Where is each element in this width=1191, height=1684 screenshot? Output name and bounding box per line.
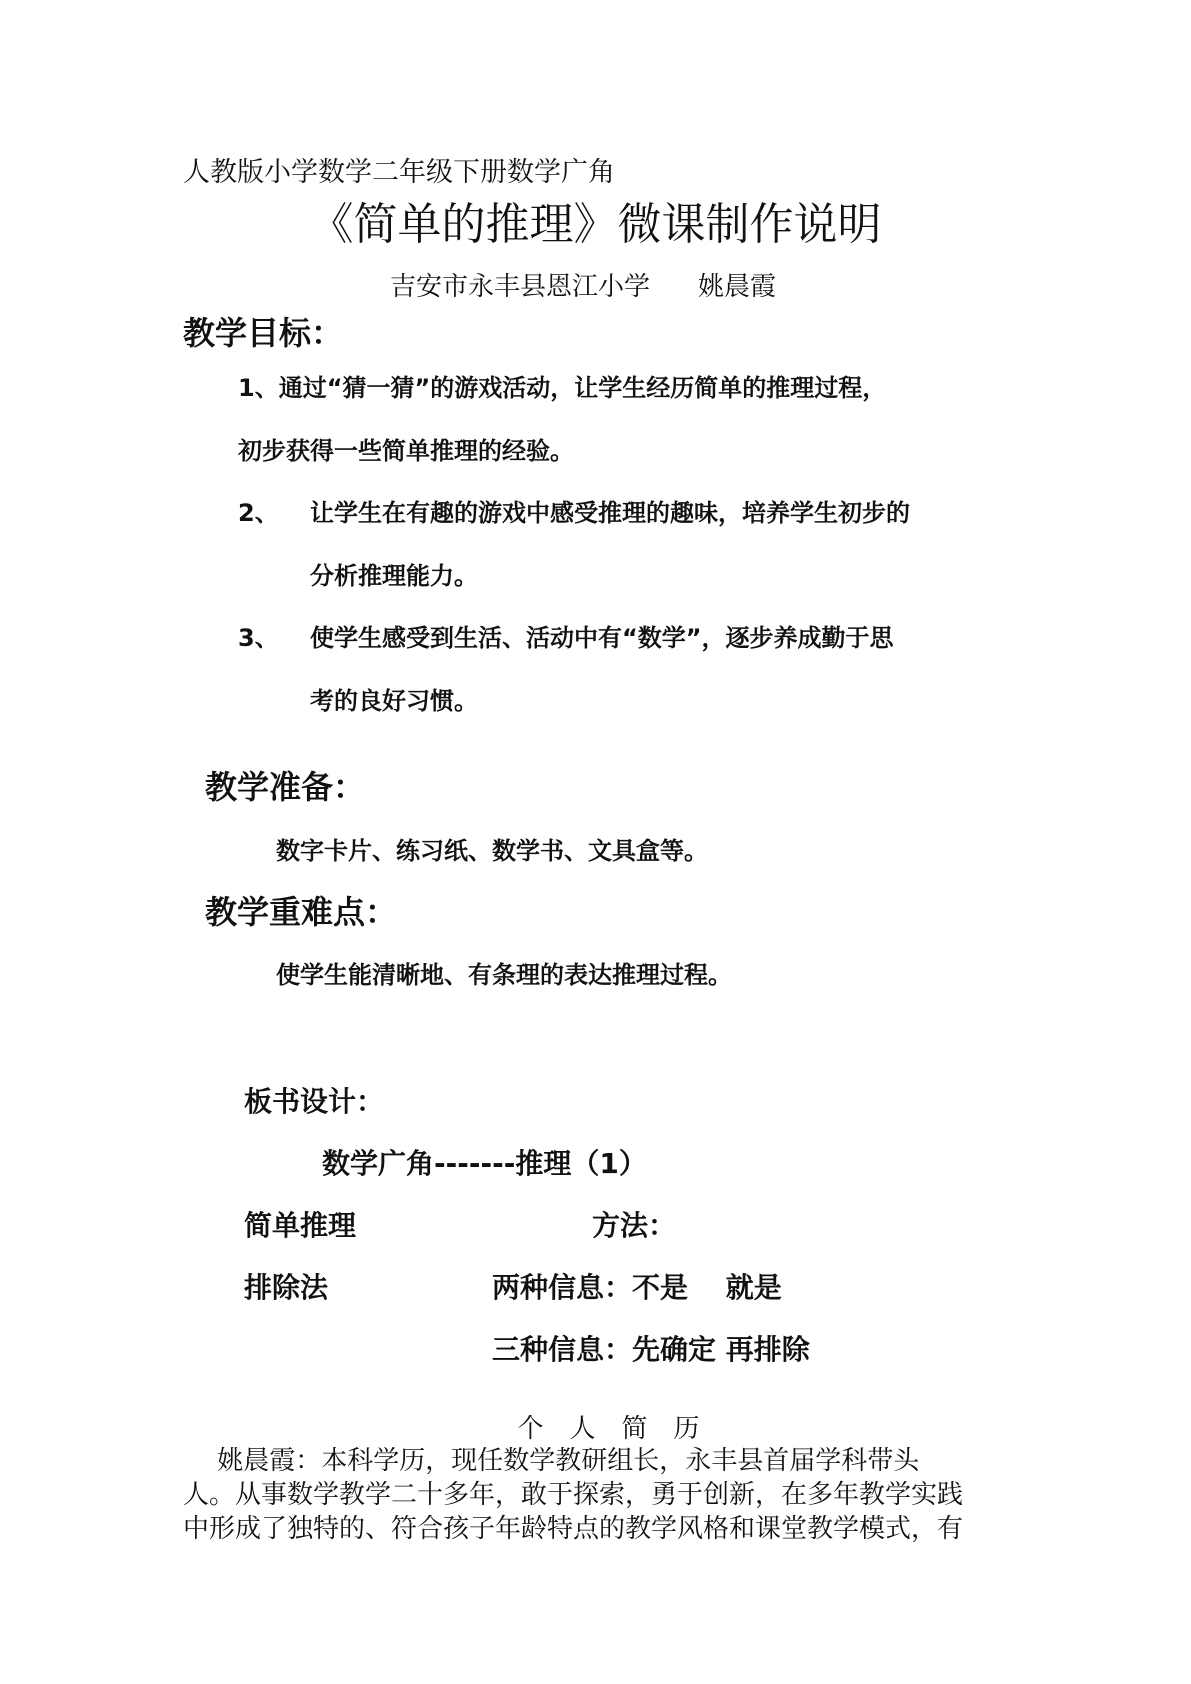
objective-3-line1: 使学生感受到生活、活动中有“数学”，逐步养成勤于思 <box>310 624 894 652</box>
objective-2-number: 2、 <box>238 499 279 527</box>
board-three-info: 三种信息：先确定 再排除 <box>492 1333 810 1366</box>
resume-line-2: 人。从事数学教学二十多年，敢于探索，勇于创新，在多年教学实践 <box>183 1480 964 1510</box>
objective-1-line2: 初步获得一些简单推理的经验。 <box>238 437 574 465</box>
key-points-content: 使学生能清晰地、有条理的表达推理过程。 <box>276 961 732 989</box>
board-method-label: 方法： <box>592 1209 677 1242</box>
resume-line-3: 中形成了独特的、符合孩子年龄特点的教学风格和课堂教学模式，有 <box>183 1514 964 1544</box>
objective-2-line1: 让学生在有趣的游戏中感受推理的趣味，培养学生初步的 <box>310 499 910 527</box>
objectives-heading: 教学目标： <box>183 314 344 352</box>
board-title: 数学广角-------推理（1） <box>322 1147 647 1180</box>
page-title: 《简单的推理》微课制作说明 <box>309 199 882 250</box>
preparation-content: 数字卡片、练习纸、数学书、文具盒等。 <box>276 837 708 865</box>
author-line <box>390 266 776 303</box>
board-heading: 板书设计： <box>244 1085 385 1118</box>
board-elimination: 排除法 <box>244 1271 329 1304</box>
board-simple-reasoning: 简单推理 <box>244 1209 357 1242</box>
school-name: 吉安市永丰县恩江小学 <box>390 272 651 302</box>
board-two-info: 两种信息：不是 就是 <box>492 1271 782 1304</box>
preparation-heading: 教学准备： <box>205 768 366 806</box>
objective-1-number: 1、 <box>238 374 279 402</box>
series-line: 人教版小学数学二年级下册数学广角 <box>183 157 615 188</box>
objective-3-line2: 考的良好习惯。 <box>310 687 478 715</box>
author-name: 姚晨霞 <box>698 272 777 302</box>
resume-title: 个人简历 <box>517 1414 726 1444</box>
objective-1-line1: 1、通过“猜一猜”的游戏活动，让学生经历简单的推理过程， <box>238 374 887 402</box>
objective-3-number: 3、 <box>238 624 279 652</box>
resume-line-1: 姚晨霞：本科学历，现任数学教研组长，永丰县首届学科带头 <box>183 1446 920 1476</box>
key-points-heading: 教学重难点： <box>205 893 398 931</box>
objective-2-line2: 分析推理能力。 <box>310 562 478 590</box>
